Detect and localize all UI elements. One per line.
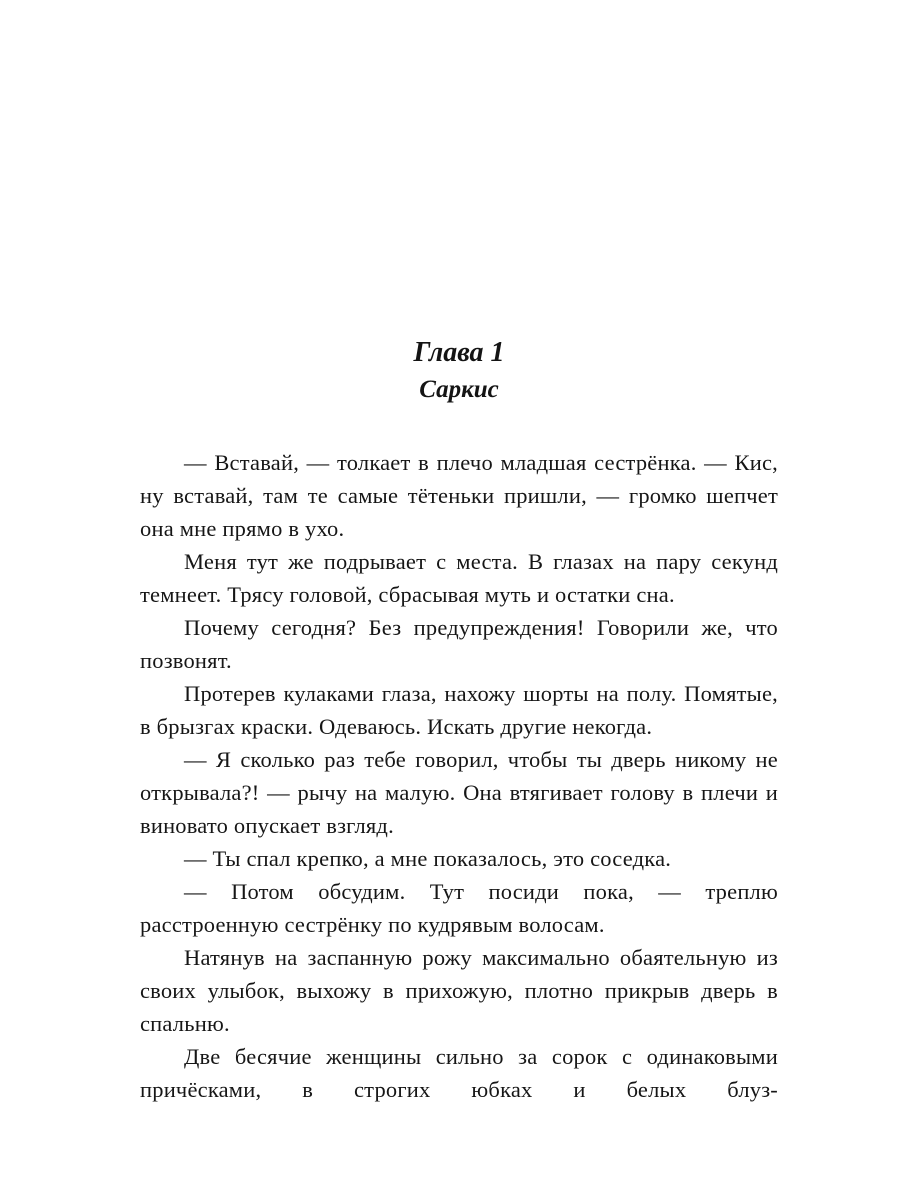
paragraph: Протерев кулаками глаза, нахожу шорты на полу. Помятые, в брызгах краски. Одеваюсь. Искать другие некогда. <box>140 681 778 739</box>
paragraph: Две бесячие женщины сильно за сорок с одинаковыми причёсками, в строгих юбках и белых блуз- <box>140 1044 778 1102</box>
paragraph: Натянув на заспанную рожу максимально обаятельную из своих улыбок, выхожу в прихожую, плотно прикрыв дверь в спальню. <box>140 945 778 1036</box>
paragraph: Почему сегодня? Без предупреждения! Говорили же, что позвонят. <box>140 615 778 673</box>
chapter-title: Глава 1 <box>413 337 505 368</box>
chapter-subtitle: Саркис <box>419 376 499 403</box>
paragraph: — Потом обсудим. Тут посиди пока, — треплю расстроенную сестрёнку по кудрявым волосам. <box>140 879 778 937</box>
body-text <box>140 446 778 1106</box>
page-content <box>140 336 778 1106</box>
paragraph: — Ты спал крепко, а мне показалось, это соседка. <box>184 846 672 871</box>
paragraph: — Вставай, — толкает в плечо младшая сестрёнка. — Кис, ну вставай, там те самые тётеньки пришли, — громко шепчет она мне прямо в ухо. <box>140 450 778 541</box>
paragraph: Меня тут же подрывает с места. В глазах на пару секунд темнеет. Трясу головой, сбрасывая муть и остатки сна. <box>140 549 778 607</box>
paragraph: — Я сколько раз тебе говорил, чтобы ты дверь никому не открывала?! — рычу на малую. Она втягивает голову в плечи и виновато опускает взгляд. <box>140 747 778 838</box>
